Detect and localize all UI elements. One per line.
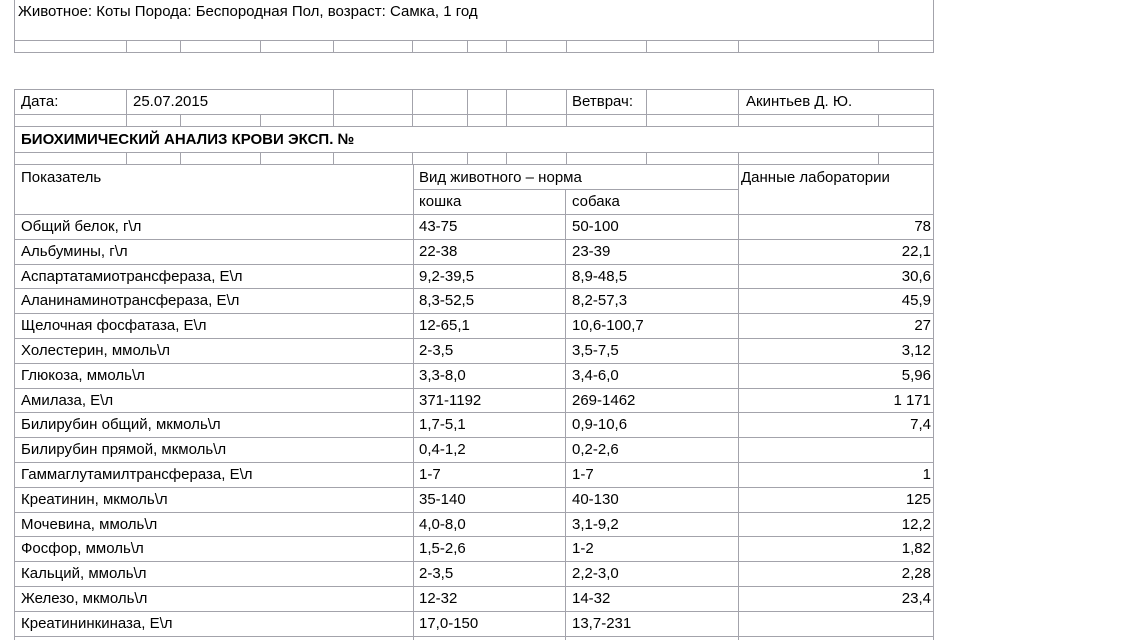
col-cat-header: кошка xyxy=(419,193,462,210)
cell-norm-dog: 0,2-2,6 xyxy=(572,441,619,458)
analysis-title: БИОХИМИЧЕСКИЙ АНАЛИЗ КРОВИ ЭКСП. № xyxy=(21,131,355,148)
cell-norm-dog: 1-7 xyxy=(572,466,594,483)
vet-label: Ветврач: xyxy=(572,93,634,110)
cell-norm-dog: 23-39 xyxy=(572,243,611,260)
cell-norm-cat: 3,3-8,0 xyxy=(419,367,466,384)
row-divider xyxy=(14,363,934,364)
cell-norm-cat: 4,0-8,0 xyxy=(419,516,466,533)
cell-norm-cat: 1-7 xyxy=(419,466,441,483)
cell-indicator: Креатинин, мкмоль\л xyxy=(21,491,168,508)
cell-norm-cat: 12-65,1 xyxy=(419,317,470,334)
row-divider xyxy=(14,462,934,463)
cell-indicator: Глюкоза, ммоль\л xyxy=(21,367,145,384)
cell-norm-cat: 43-75 xyxy=(419,218,458,235)
cell-norm-dog: 1-2 xyxy=(572,540,594,557)
cell-norm-cat: 2-3,5 xyxy=(419,565,454,582)
cell-indicator: Мочевина, ммоль\л xyxy=(21,516,158,533)
cell-norm-dog: 40-130 xyxy=(572,491,619,508)
row-divider xyxy=(14,264,934,265)
cell-indicator: Железо, мкмоль\л xyxy=(21,590,148,607)
cell-indicator: Фосфор, ммоль\л xyxy=(21,540,144,557)
row-divider xyxy=(14,313,934,314)
cell-norm-dog: 14-32 xyxy=(572,590,611,607)
cell-norm-dog: 8,2-57,3 xyxy=(572,292,628,309)
cell-indicator: Билирубин прямой, мкмоль\л xyxy=(21,441,227,458)
row-divider xyxy=(14,437,934,438)
cell-indicator: Амилаза, Е\л xyxy=(21,392,114,409)
cell-lab-value: 1,82 xyxy=(901,540,931,557)
row-divider xyxy=(14,239,934,240)
cell-indicator: Аспартатамиотрансфераза, Е\л xyxy=(21,268,243,285)
cell-lab-value: 78 xyxy=(914,218,931,235)
cell-norm-cat: 22-38 xyxy=(419,243,458,260)
cell-norm-cat: 17,0-150 xyxy=(419,615,479,632)
cell-lab-value: 3,12 xyxy=(901,342,931,359)
cell-norm-cat: 2-3,5 xyxy=(419,342,454,359)
cell-norm-dog: 50-100 xyxy=(572,218,619,235)
row-divider xyxy=(14,338,934,339)
animal-info: Животное: Коты Порода: Беспородная Пол, возраст: Самка, 1 год xyxy=(18,3,478,20)
cell-lab-value: 22,1 xyxy=(901,243,931,260)
cell-norm-dog: 0,9-10,6 xyxy=(572,416,628,433)
cell-lab-value: 1 xyxy=(922,466,931,483)
cell-norm-cat: 371-1192 xyxy=(419,392,482,409)
cell-indicator: Щелочная фосфатаза, Е\л xyxy=(21,317,207,334)
col-dog-header: собака xyxy=(572,193,620,210)
cell-lab-value: 23,4 xyxy=(901,590,931,607)
row-divider xyxy=(14,487,934,488)
cell-norm-cat: 8,3-52,5 xyxy=(419,292,475,309)
row-divider xyxy=(14,536,934,537)
row-divider xyxy=(14,611,934,612)
cell-lab-value: 12,2 xyxy=(901,516,931,533)
cell-lab-value: 27 xyxy=(914,317,931,334)
cell-norm-cat: 0,4-1,2 xyxy=(419,441,466,458)
cell-lab-value: 7,4 xyxy=(910,416,931,433)
row-divider xyxy=(14,636,934,637)
row-divider xyxy=(14,512,934,513)
cell-norm-cat: 9,2-39,5 xyxy=(419,268,475,285)
cell-indicator: Креатининкиназа, Е\л xyxy=(21,615,173,632)
cell-lab-value: 1 171 xyxy=(893,392,931,409)
cell-norm-cat: 1,7-5,1 xyxy=(419,416,466,433)
col-indicator-header: Показатель xyxy=(21,169,102,186)
cell-indicator: Общий белок, г\л xyxy=(21,218,142,235)
row-divider xyxy=(14,412,934,413)
cell-norm-dog: 8,9-48,5 xyxy=(572,268,628,285)
date-value: 25.07.2015 xyxy=(133,93,209,110)
cell-norm-dog: 13,7-231 xyxy=(572,615,632,632)
cell-norm-dog: 269-1462 xyxy=(572,392,636,409)
cell-indicator: Билирубин общий, мкмоль\л xyxy=(21,416,221,433)
date-label: Дата: xyxy=(21,93,59,110)
col-lab-header: Данные лаборатории xyxy=(741,169,890,186)
col-norm-header: Вид животного – норма xyxy=(419,169,582,186)
row-divider xyxy=(14,561,934,562)
row-divider xyxy=(14,388,934,389)
cell-lab-value: 30,6 xyxy=(901,268,931,285)
cell-norm-dog: 3,1-9,2 xyxy=(572,516,619,533)
cell-lab-value: 125 xyxy=(905,491,931,508)
row-divider xyxy=(14,288,934,289)
cell-lab-value: 45,9 xyxy=(901,292,931,309)
cell-indicator: Холестерин, ммоль\л xyxy=(21,342,170,359)
cell-lab-value: 2,28 xyxy=(901,565,931,582)
cell-norm-dog: 10,6-100,7 xyxy=(572,317,644,334)
cell-norm-cat: 1,5-2,6 xyxy=(419,540,466,557)
cell-norm-dog: 2,2-3,0 xyxy=(572,565,619,582)
cell-norm-cat: 12-32 xyxy=(419,590,458,607)
cell-indicator: Альбумины, г\л xyxy=(21,243,128,260)
cell-norm-dog: 3,4-6,0 xyxy=(572,367,619,384)
row-divider xyxy=(14,586,934,587)
cell-indicator: Кальций, ммоль\л xyxy=(21,565,147,582)
vet-value: Акинтьев Д. Ю. xyxy=(746,93,853,110)
cell-indicator: Аланинаминотрансфераза, Е\л xyxy=(21,292,240,309)
cell-norm-dog: 3,5-7,5 xyxy=(572,342,619,359)
cell-indicator: Гаммаглутамилтрансфераза, Е\л xyxy=(21,466,253,483)
cell-norm-cat: 35-140 xyxy=(419,491,466,508)
cell-lab-value: 5,96 xyxy=(901,367,931,384)
